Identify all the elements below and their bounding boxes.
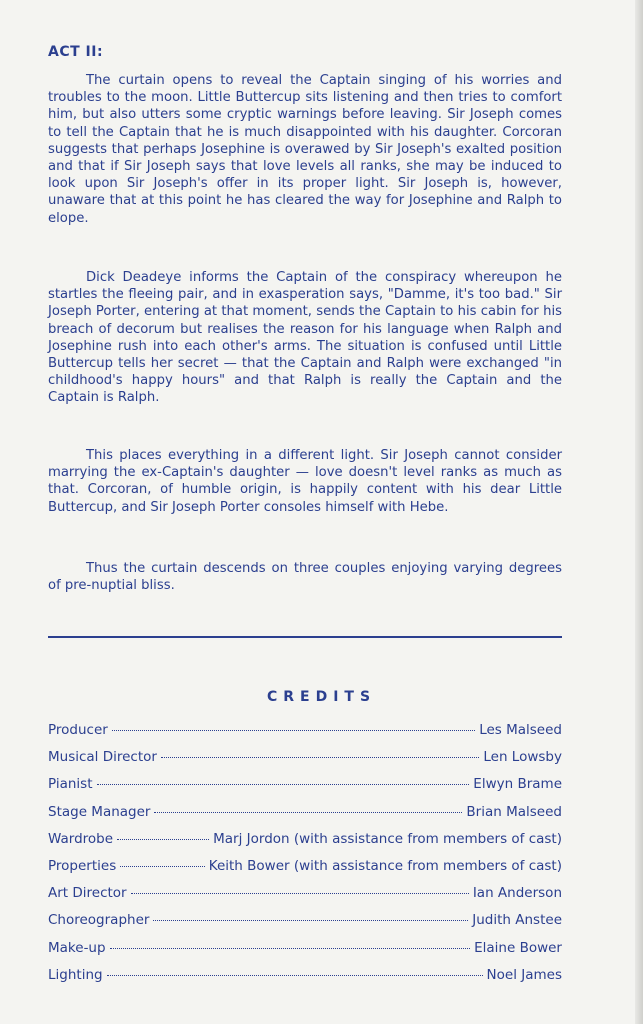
credit-row (48, 912, 562, 939)
section-divider (48, 636, 562, 638)
credit-role: Musical Director (48, 749, 157, 766)
credit-name: Elaine Bower (474, 939, 562, 956)
credit-row (48, 967, 562, 994)
credit-name: Les Malseed (479, 722, 562, 738)
leader-dots (112, 730, 475, 731)
credit-row (48, 858, 562, 885)
synopsis-paragraph-2: Dick Deadeye informs the Captain of the conspiracy whereupon he startles the fleeing pair, and in exasperation says, "Damme, it's too bad." Sir Joseph Porter, entering at that moment, sends the Captain to his cabin for his breach of decorum but realises the reason for his language when Ralph and Josephine rush into each other's arms. The situation is confused until Little Buttercup tells her secret — that the Captain and Ralph were exchanged "in childhood's happy hours" and that Ralph is really the Captain and the Captain is Ralph. (48, 270, 562, 406)
leader-dots (107, 975, 483, 976)
credit-role: Make-up (48, 939, 106, 956)
credit-name: Ian Anderson (472, 885, 562, 902)
credit-name: Keith Bower (with assistance from members of cast) (208, 857, 562, 874)
leader-dots (117, 839, 209, 840)
synopsis-paragraph-3: This places everything in a different light. Sir Joseph cannot consider marrying the ex-Captain's daughter — love doesn't level ranks as much as that. Corcoran, of humble origin, is happily content with his dear Little Buttercup, and Sir Joseph Porter consoles himself with Hebe. (48, 448, 562, 515)
credit-name: Len Lowsby (483, 749, 562, 766)
leader-dots (110, 948, 471, 949)
leader-dots (154, 812, 462, 813)
credit-row (48, 722, 562, 749)
credit-row (48, 940, 562, 967)
credit-name: Noel James (486, 966, 562, 983)
credit-name: Elwyn Brame (473, 776, 562, 793)
credit-row (48, 831, 562, 858)
act-heading: ACT II: (48, 44, 104, 60)
leader-dots (161, 757, 479, 758)
page-edge-shadow (635, 0, 643, 1024)
credit-row (48, 749, 562, 776)
credit-role: Producer (48, 722, 108, 738)
credit-role: Properties (48, 857, 117, 874)
credit-role: Lighting (48, 966, 103, 983)
credit-role: Stage Manager (48, 803, 151, 820)
credit-row (48, 804, 562, 831)
credit-name: Brian Malseed (466, 803, 562, 820)
leader-dots (97, 784, 470, 785)
credit-name: Judith Anstee (472, 912, 562, 929)
credit-role: Art Director (48, 885, 127, 902)
credit-role: Pianist (48, 776, 93, 793)
credit-row (48, 776, 562, 803)
credit-row (48, 885, 562, 912)
credits-title: CREDITS (266, 689, 377, 705)
synopsis-paragraph-4: Thus the curtain descends on three couples enjoying varying degrees of pre-nuptial bliss. (48, 561, 562, 594)
credit-role: Choreographer (48, 912, 150, 929)
leader-dots (153, 920, 468, 921)
credit-name: Marj Jordon (with assistance from members of cast) (213, 830, 562, 847)
leader-dots (120, 866, 205, 867)
credits-list (48, 722, 562, 994)
credit-role: Wardrobe (48, 830, 114, 847)
leader-dots (131, 893, 469, 894)
synopsis-paragraph-1: The curtain opens to reveal the Captain singing of his worries and troubles to the moon. Little Buttercup sits listening and then tries to comfort him, but also utters some cryptic warnings before leaving. Sir Joseph comes to tell the Captain that he is much disappointed with his daughter. Corcoran suggests that perhaps Josephine is overawed by Sir Joseph's exalted position and that if Sir Joseph says that love levels all ranks, she may be induced to look upon Sir Joseph's offer in its proper light. Sir Joseph is, however, unaware that at this point he has cleared the way for Josephine and Ralph to elope. (48, 73, 562, 226)
